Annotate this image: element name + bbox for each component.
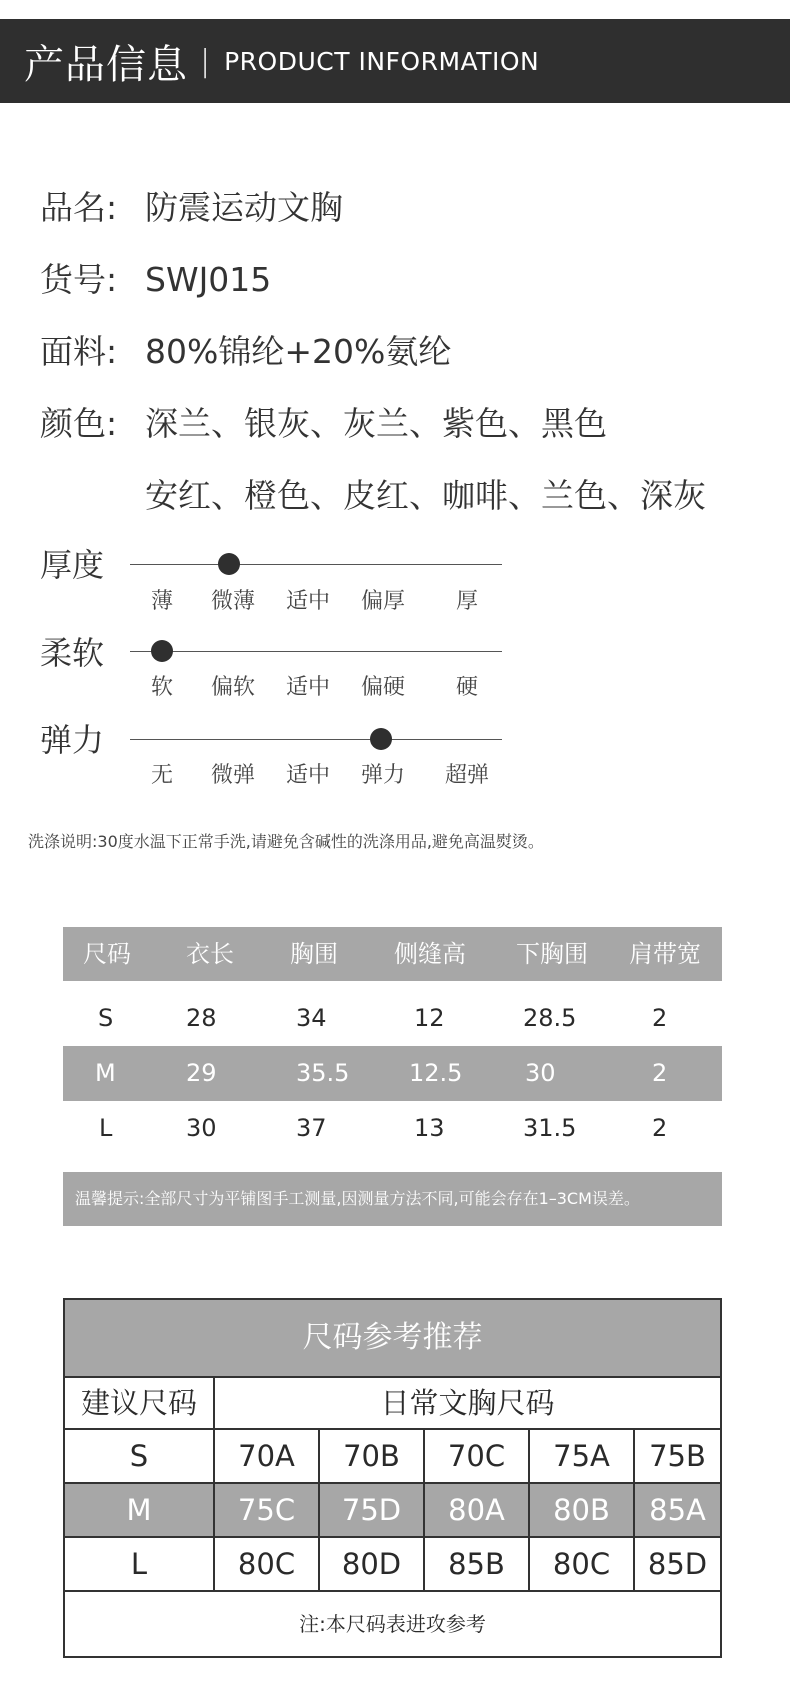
table-cell: 75D <box>320 1484 425 1536</box>
table-cell: 75B <box>649 1439 706 1473</box>
table-cell: 28 <box>186 1004 217 1032</box>
table-cell: 12 <box>414 1004 445 1032</box>
table-cell: 80B <box>530 1484 635 1536</box>
info-value: 防震运动文胸 <box>145 188 343 227</box>
table-cell: 70A <box>215 1430 320 1482</box>
info-row-sku <box>40 254 271 301</box>
scale-level-label: 软 <box>150 675 174 700</box>
scale-marker <box>218 553 240 575</box>
product-info-header <box>0 19 790 103</box>
size-table-header-cell: 衣长 <box>186 940 234 968</box>
table-cell: 85D <box>647 1547 708 1581</box>
scale-track <box>130 739 502 740</box>
header-title-en: PRODUCT INFORMATION <box>224 46 540 76</box>
table-cell: 13 <box>414 1114 445 1142</box>
table-cell: 31.5 <box>523 1114 577 1142</box>
table-row <box>63 1046 722 1101</box>
table-cell: 80A <box>425 1484 530 1536</box>
size-reference-table <box>63 1298 722 1658</box>
info-value: 80%锦纶+20%氨纶 <box>145 332 452 371</box>
info-label: 颜色: <box>40 404 118 443</box>
table-row <box>65 1482 720 1536</box>
table-cell: 2 <box>652 1059 668 1087</box>
size-table-header <box>63 927 722 981</box>
info-row-name <box>40 182 343 229</box>
table-cell: 30 <box>525 1059 556 1087</box>
table-cell: 29 <box>186 1059 217 1087</box>
scale-level-label: 硬 <box>455 675 479 700</box>
scale-title: 柔软 <box>40 634 105 672</box>
info-row-colors-cont <box>40 470 706 517</box>
wash-instructions: 洗涤说明:30度水温下正常手洗,请避免含碱性的洗涤用品,避免高温熨烫。 <box>28 832 544 851</box>
table-cell: 80D <box>320 1538 425 1590</box>
reference-col1-header: 建议尺码 <box>65 1378 215 1428</box>
scale-level-label: 微弹 <box>210 763 256 788</box>
scale-level-label: 偏硬 <box>360 675 406 700</box>
reference-col2-header: 日常文胸尺码 <box>380 1386 555 1420</box>
table-row <box>65 1428 720 1482</box>
reference-size-cell: M <box>65 1484 215 1536</box>
reference-header-row <box>65 1376 720 1428</box>
scale-level-label: 弹力 <box>360 763 406 788</box>
table-cell: 75C <box>215 1484 320 1536</box>
reference-size-cell: S <box>65 1430 215 1482</box>
table-cell: 70B <box>320 1430 425 1482</box>
table-cell: M <box>95 1059 116 1087</box>
reference-footnote: 注:本尺码表进攻参考 <box>65 1590 720 1656</box>
table-cell: 75A <box>530 1430 635 1482</box>
scale-level-label: 适中 <box>285 589 331 614</box>
header-separator: | <box>200 43 211 79</box>
table-row <box>63 991 722 1046</box>
scale-level-label: 厚 <box>455 589 479 614</box>
scale-track <box>130 564 502 565</box>
info-value: SWJ015 <box>145 260 272 299</box>
reference-title: 尺码参考推荐 <box>65 1300 720 1376</box>
info-label: 品名: <box>40 188 118 227</box>
table-cell: 34 <box>296 1004 327 1032</box>
table-cell: 2 <box>652 1004 668 1032</box>
table-cell: 85B <box>425 1538 530 1590</box>
size-table-header-cell: 胸围 <box>290 940 338 968</box>
table-cell: 37 <box>296 1114 327 1142</box>
info-value: 深兰、银灰、灰兰、紫色、黑色 <box>145 404 607 443</box>
info-label: 面料: <box>40 332 118 371</box>
table-cell: 12.5 <box>409 1059 463 1087</box>
scale-title: 弹力 <box>40 721 105 759</box>
scale-level-label: 偏软 <box>210 675 256 700</box>
scale-track <box>130 651 502 652</box>
scale-level-label: 适中 <box>285 763 331 788</box>
table-cell: 80C <box>530 1538 635 1590</box>
scale-level-label: 超弹 <box>444 763 490 788</box>
size-table-header-cell: 下胸围 <box>516 940 588 968</box>
table-cell: 30 <box>186 1114 217 1142</box>
table-cell: S <box>98 1004 114 1032</box>
scale-marker <box>370 728 392 750</box>
size-table-header-cell: 肩带宽 <box>629 940 701 968</box>
table-cell: 80C <box>215 1538 320 1590</box>
table-cell: 28.5 <box>523 1004 577 1032</box>
scale-title: 厚度 <box>40 546 105 584</box>
table-cell: L <box>99 1114 113 1142</box>
table-row <box>65 1536 720 1590</box>
size-table-header-cell: 尺码 <box>83 940 131 968</box>
table-cell: 85A <box>649 1493 706 1527</box>
table-cell: 35.5 <box>296 1059 350 1087</box>
info-value: 安红、橙色、皮红、咖啡、兰色、深灰 <box>145 476 706 515</box>
table-cell: 2 <box>652 1114 668 1142</box>
info-label: 货号: <box>40 260 118 299</box>
reference-size-cell: L <box>65 1538 215 1590</box>
info-row-colors <box>40 398 607 445</box>
scale-level-label: 适中 <box>285 675 331 700</box>
table-row <box>63 1101 722 1156</box>
measurement-tip: 温馨提示:全部尺寸为平铺图手工测量,因测量方法不同,可能会存在1–3CM误差。 <box>63 1172 722 1226</box>
info-row-fabric <box>40 326 451 373</box>
header-title-cn: 产品信息 <box>24 41 188 88</box>
size-table-header-cell: 侧缝高 <box>394 940 466 968</box>
scale-level-label: 无 <box>150 763 174 788</box>
scale-level-label: 微薄 <box>210 589 256 614</box>
table-cell: 70C <box>425 1430 530 1482</box>
scale-level-label: 薄 <box>150 589 174 614</box>
size-table <box>63 927 722 1156</box>
scale-level-label: 偏厚 <box>360 589 406 614</box>
scale-marker <box>151 640 173 662</box>
